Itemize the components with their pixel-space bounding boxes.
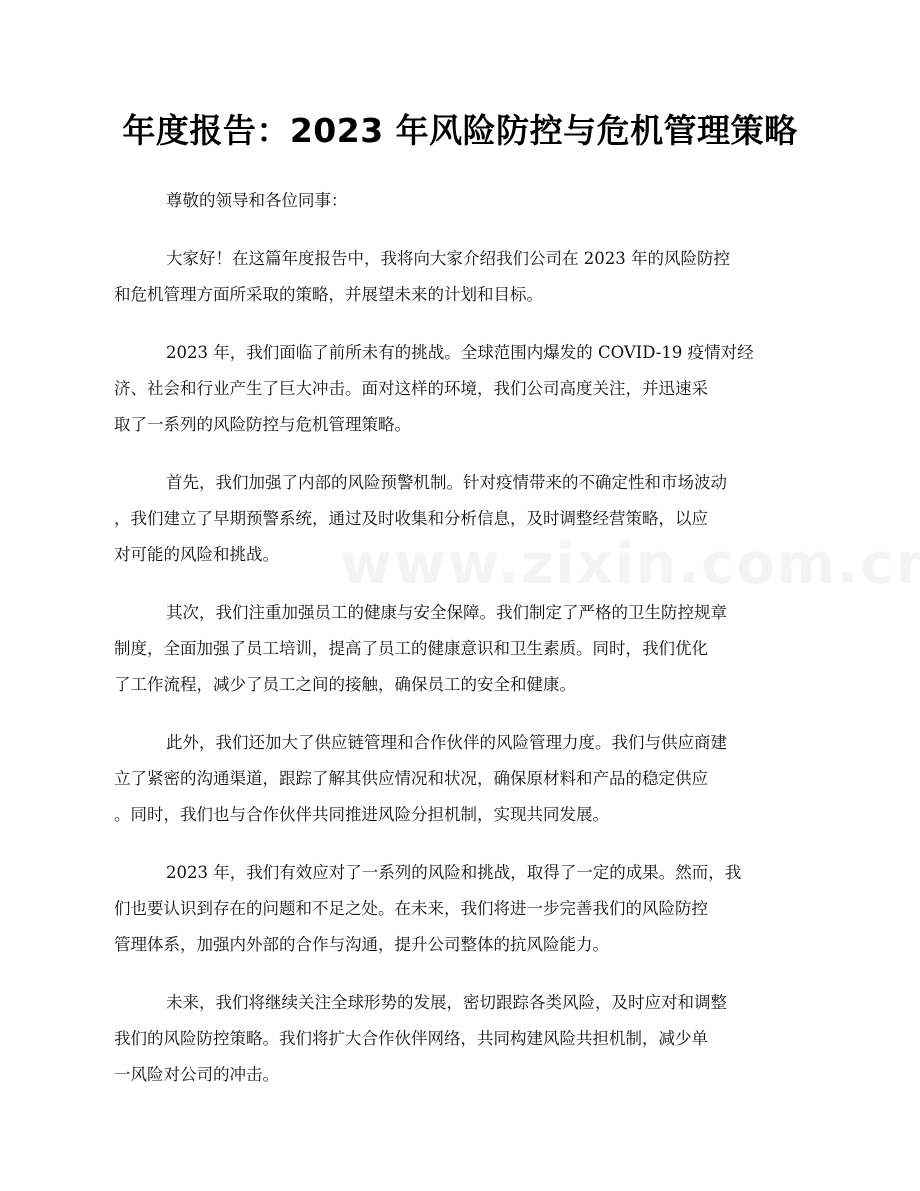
- paragraph-line: 们也要认识到存在的问题和不足之处。在未来，我们将进一步完善我们的风险防控: [114, 899, 708, 918]
- paragraph-line: 未来，我们将继续关注全球形势的发展，密切跟踪各类风险，及时应对和调整: [166, 993, 727, 1012]
- paragraph-line: 其次，我们注重加强员工的健康与安全保障。我们制定了严格的卫生防控规章: [166, 603, 727, 622]
- paragraph: [114, 855, 806, 963]
- paragraph-line: ，我们建立了早期预警系统，通过及时收集和分析信息，及时调整经营策略，以应: [114, 509, 708, 528]
- paragraph: [114, 335, 806, 443]
- document-title: 年度报告：2023 年风险防控与危机管理策略: [122, 111, 798, 150]
- paragraph: [114, 985, 806, 1093]
- paragraph-line: 2023 年，我们有效应对了一系列的风险和挑战，取得了一定的成果。然而，我: [166, 863, 742, 882]
- document-body: [114, 241, 806, 1093]
- paragraph-line: 立了紧密的沟通渠道，跟踪了解其供应情况和状况，确保原材料和产品的稳定供应: [114, 769, 708, 788]
- paragraph: [114, 465, 806, 573]
- salutation: 尊敬的领导和各位同事：: [166, 191, 348, 210]
- paragraph-line: 此外，我们还加大了供应链管理和合作伙伴的风险管理力度。我们与供应商建: [166, 733, 727, 752]
- paragraph-line: 取了一系列的风险防控与危机管理策略。: [114, 415, 411, 434]
- paragraph-line: 制度，全面加强了员工培训，提高了员工的健康意识和卫生素质。同时，我们优化: [114, 639, 708, 658]
- paragraph: [114, 595, 806, 703]
- paragraph-line: 和危机管理方面所采取的策略，并展望未来的计划和目标。: [114, 285, 543, 304]
- paragraph-line: 。同时，我们也与合作伙伴共同推进风险分担机制，实现共同发展。: [114, 805, 609, 824]
- paragraph-line: 2023 年，我们面临了前所未有的挑战。全球范围内爆发的 COVID-19 疫情对经: [166, 343, 754, 362]
- paragraph-line: 首先，我们加强了内部的风险预警机制。针对疫情带来的不确定性和市场波动: [166, 473, 727, 492]
- paragraph-line: 济、社会和行业产生了巨大冲击。面对这样的环境，我们公司高度关注，并迅速采: [114, 379, 708, 398]
- paragraph: [114, 241, 806, 313]
- paragraph-line: 我们的风险防控策略。我们将扩大合作伙伴网络，共同构建风险共担机制，减少单: [114, 1029, 708, 1048]
- paragraph: [114, 725, 806, 833]
- paragraph-line: 管理体系，加强内外部的合作与沟通，提升公司整体的抗风险能力。: [114, 935, 609, 954]
- paragraph-line: 对可能的风险和挑战。: [114, 545, 279, 564]
- paragraph-line: 了工作流程，减少了员工之间的接触，确保员工的安全和健康。: [114, 675, 576, 694]
- paragraph-line: 大家好！在这篇年度报告中，我将向大家介绍我们公司在 2023 年的风险防控: [166, 249, 730, 268]
- paragraph-line: 一风险对公司的冲击。: [114, 1065, 279, 1084]
